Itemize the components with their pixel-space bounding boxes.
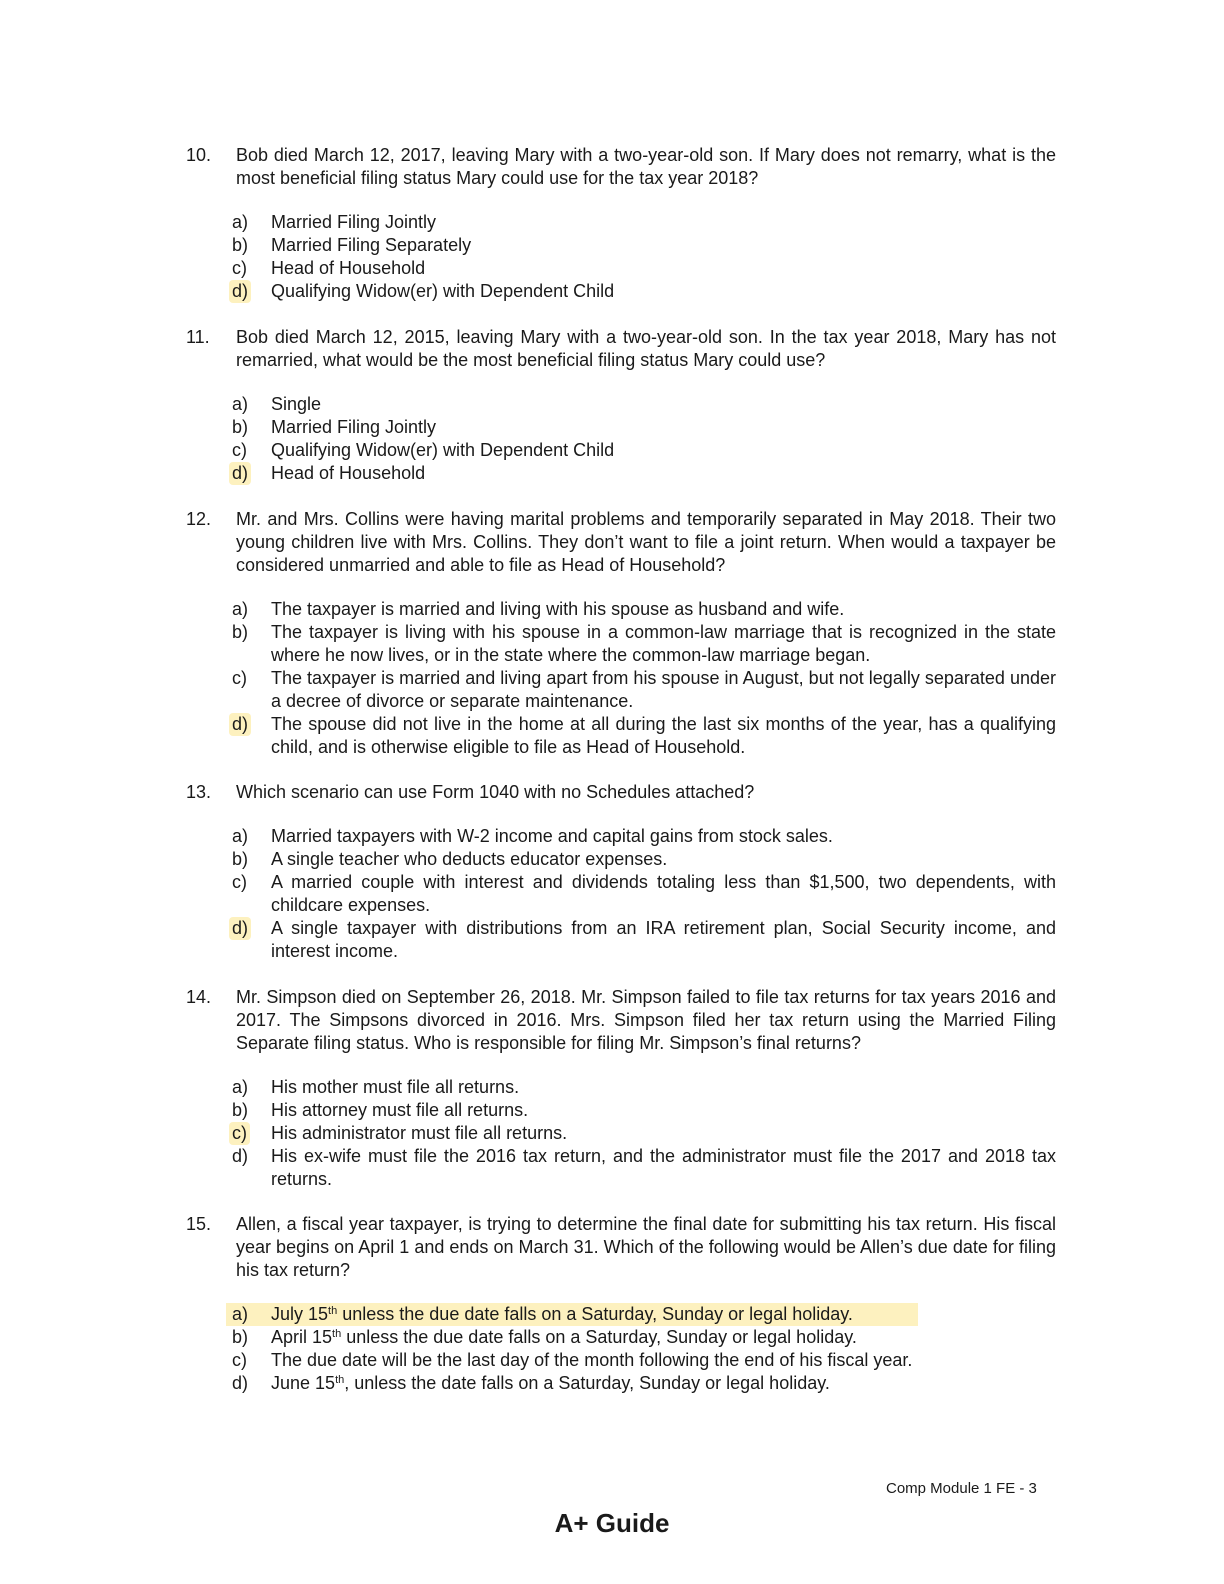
highlighted-answer-letter: c) (229, 1122, 250, 1145)
option-text: April 15th unless the due date falls on a Saturday, Sunday or legal holiday. (271, 1327, 857, 1347)
answer-option-b (186, 1099, 1056, 1122)
question-text: Which scenario can use Form 1040 with no Schedules attached? (236, 782, 755, 802)
option-letter: c) (232, 1350, 247, 1370)
question-12 (186, 508, 1056, 759)
option-text: Married taxpayers with W-2 income and capital gains from stock sales. (271, 826, 833, 846)
answer-option-d (186, 1372, 1056, 1395)
option-text: Married Filing Jointly (271, 417, 437, 437)
answer-option-a (186, 393, 1056, 416)
option-text: His mother must file all returns. (271, 1077, 520, 1097)
option-letter: b) (232, 849, 249, 869)
answer-option-b (186, 1326, 1056, 1349)
answer-option-c (186, 1349, 1056, 1372)
option-text: The due date will be the last day of the month following the end of his fiscal year. (271, 1350, 913, 1370)
question-number: 10. (186, 145, 212, 165)
question-11 (186, 326, 1056, 485)
question-text: Bob died March 12, 2017, leaving Mary with a two-year-old son. If Mary does not remarry, what is the most beneficial filing status Mary could use for the tax year 2018? (236, 145, 1056, 188)
option-letter: b) (232, 417, 249, 437)
option-letter: a) (232, 394, 249, 414)
option-letter: a) (232, 1304, 249, 1324)
option-letter: d) (232, 1146, 249, 1166)
answer-option-d (186, 1145, 1056, 1191)
option-text: A single teacher who deducts educator expenses. (271, 849, 668, 869)
option-letter: d) (232, 1373, 249, 1393)
question-text: Mr. and Mrs. Collins were having marital problems and temporarily separated in May 2018. Their two young children live with Mrs. Collins. They don’t want to file a joint return. When would a taxpayer be considered unmarried and able to file as Head of Household? (236, 509, 1056, 575)
option-text: Single (271, 394, 322, 414)
option-text: The spouse did not live in the home at all during the last six months of the year, has a qualifying child, and is otherwise eligible to file as Head of Household. (271, 714, 1056, 757)
option-letter: b) (232, 1100, 249, 1120)
answer-option-a (186, 825, 1056, 848)
question-number: 13. (186, 782, 212, 802)
option-letter: b) (232, 622, 249, 642)
option-text: His ex-wife must file the 2016 tax return, and the administrator must file the 2017 and 2018 tax returns. (271, 1146, 1056, 1189)
answer-option-c (186, 439, 1056, 462)
option-text: Head of Household (271, 258, 426, 278)
answer-options (186, 825, 1056, 963)
option-text: Qualifying Widow(er) with Dependent Child (271, 440, 615, 460)
answer-options (186, 1076, 1056, 1191)
highlighted-answer-letter: d) (229, 917, 251, 940)
option-text: The taxpayer is married and living with his spouse as husband and wife. (271, 599, 845, 619)
option-text: Qualifying Widow(er) with Dependent Child (271, 281, 615, 301)
question-text: Bob died March 12, 2015, leaving Mary with a two-year-old son. In the tax year 2018, Mary has not remarried, what would be the most beneficial filing status Mary could use? (236, 327, 1056, 370)
option-text: A single taxpayer with distributions from an IRA retirement plan, Social Security income, and interest income. (271, 918, 1056, 961)
option-letter: c) (232, 668, 247, 688)
question-number: 15. (186, 1214, 212, 1234)
answer-option-a (186, 211, 1056, 234)
answer-option-b (186, 848, 1056, 871)
question-14 (186, 986, 1056, 1191)
option-letter: a) (232, 1077, 249, 1097)
option-text: July 15th unless the due date falls on a Saturday, Sunday or legal holiday. (271, 1304, 853, 1324)
answer-options (186, 211, 1056, 303)
option-text: Head of Household (271, 463, 426, 483)
highlighted-answer-letter: d) (229, 280, 251, 303)
answer-option-a (186, 1076, 1056, 1099)
option-letter: a) (232, 826, 249, 846)
answer-option-d (186, 917, 1056, 963)
question-15 (186, 1213, 1056, 1395)
question-text: Mr. Simpson died on September 26, 2018. Mr. Simpson failed to file tax returns for tax years 2016 and 2017. The Simpsons divorced in 2016. Mrs. Simpson filed her tax return using the Married Filing Separate filing status. Who is responsible for filing Mr. Simpson’s final returns? (236, 987, 1056, 1053)
answer-options (186, 598, 1056, 759)
option-text: The taxpayer is married and living apart from his spouse in August, but not legally separated under a decree of divorce or separate maintenance. (271, 668, 1056, 711)
highlighted-answer-letter: d) (229, 713, 251, 736)
answer-option-d (186, 280, 1056, 303)
option-text: His administrator must file all returns. (271, 1123, 568, 1143)
option-letter: c) (232, 258, 247, 278)
question-10 (186, 144, 1056, 303)
brand-footer: A+ Guide (554, 1508, 670, 1538)
option-letter: c) (232, 440, 247, 460)
answer-option-d (186, 713, 1056, 759)
answer-options (186, 1303, 1056, 1395)
option-text: June 15th, unless the date falls on a Saturday, Sunday or legal holiday. (271, 1373, 830, 1393)
answer-options (186, 393, 1056, 485)
highlighted-answer-option-a (226, 1303, 918, 1326)
option-letter: b) (232, 235, 249, 255)
option-letter: a) (232, 599, 249, 619)
option-letter: b) (232, 1327, 249, 1347)
answer-option-a (186, 598, 1056, 621)
answer-option-c (186, 667, 1056, 713)
answer-option-c (186, 871, 1056, 917)
question-number: 12. (186, 509, 212, 529)
answer-option-b (186, 416, 1056, 439)
answer-option-c (186, 257, 1056, 280)
question-number: 11. (186, 327, 210, 347)
question-13 (186, 781, 1056, 963)
highlighted-answer-letter: d) (229, 462, 251, 485)
page-footer-label: Comp Module 1 FE - 3 (886, 1480, 1037, 1497)
option-text: His attorney must file all returns. (271, 1100, 529, 1120)
option-letter: c) (232, 872, 247, 892)
option-text: The taxpayer is living with his spouse in a common-law marriage that is recognized in the state where he now lives, or in the state where the common-law marriage began. (271, 622, 1056, 665)
answer-option-b (186, 234, 1056, 257)
question-text: Allen, a fiscal year taxpayer, is trying to determine the final date for submitting his tax return. His fiscal year begins on April 1 and ends on March 31. Which of the following would be Allen’s due date for filing his tax return? (236, 1214, 1056, 1280)
question-number: 14. (186, 987, 212, 1007)
option-letter: a) (232, 212, 249, 232)
option-text: Married Filing Jointly (271, 212, 437, 232)
option-text: A married couple with interest and dividends totaling less than $1,500, two dependents, with childcare expenses. (271, 872, 1056, 915)
answer-option-c (186, 1122, 1056, 1145)
answer-option-b (186, 621, 1056, 667)
answer-option-d (186, 462, 1056, 485)
option-text: Married Filing Separately (271, 235, 472, 255)
